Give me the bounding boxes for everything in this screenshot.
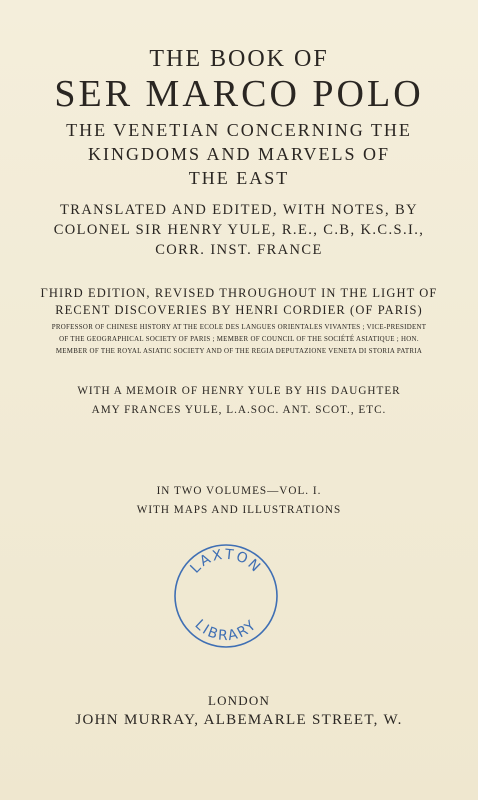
volume-line: IN TWO VOLUMES—VOL. I. xyxy=(156,485,322,497)
library-stamp xyxy=(173,543,279,649)
edition-line: ΓHIRD EDITION, REVISED THROUGHOUT IN THE LIGHT OF xyxy=(40,286,438,300)
subtitle-line: KINGDOMS AND MARVELS OF xyxy=(87,144,391,164)
stamp-top-text: LAXTON xyxy=(187,546,265,577)
subtitle-line: THE EAST xyxy=(188,168,290,188)
credentials-block xyxy=(0,322,478,358)
credentials-line: OF THE GEOGRAPHICAL SOCIETY OF PARIS ; MEMBER OF COUNCIL OF THE SOCIÉTÉ ASIATIQUE ; HON. xyxy=(59,336,419,343)
volume-line: WITH MAPS AND ILLUSTRATIONS xyxy=(136,504,342,516)
volume-block xyxy=(0,482,478,520)
edition-line: RECENT DISCOVERIES BY HENRI CORDIER (OF PARIS) xyxy=(55,303,423,317)
translator-line: CORR. INST. FRANCE xyxy=(155,242,323,258)
translator-block xyxy=(0,200,478,260)
imprint-publisher: JOHN MURRAY, ALBEMARLE STREET, W. xyxy=(75,712,403,728)
book-title: SER MARCO POLO xyxy=(54,73,424,115)
credentials-line: PROFESSOR OF CHINESE HISTORY AT THE ECOLE DES LANGUES ORIENTALES VIVANTES ; VICE-PRESIDENT xyxy=(51,324,427,331)
memoir-line: WITH A MEMOIR OF HENRY YULE BY HIS DAUGHTER xyxy=(77,385,401,397)
memoir-block xyxy=(0,382,478,420)
edition-block xyxy=(0,285,478,319)
svg-text:LAXTON xyxy=(187,547,264,577)
imprint-city: LONDON xyxy=(207,693,271,708)
stamp-bottom-text: LIBRARY xyxy=(191,616,261,645)
subtitle xyxy=(0,118,478,190)
translator-line: TRANSLATED AND EDITED, WITH NOTES, BY xyxy=(59,202,419,218)
title-line-1: THE BOOK OF xyxy=(149,46,329,72)
subtitle-line: THE VENETIAN CONCERNING THE xyxy=(66,120,412,140)
credentials-line: MEMBER OF THE ROYAL ASIATIC SOCIETY AND OF THE REGIA DEPUTAZIONE VENETA DI STORIA PATRIA xyxy=(55,348,423,355)
translator-line: COLONEL SIR HENRY YULE, R.E., C.B, K.C.S.I., xyxy=(53,222,425,238)
memoir-line: AMY FRANCES YULE, L.A.SOC. ANT. SCOT., ETC. xyxy=(91,404,387,416)
